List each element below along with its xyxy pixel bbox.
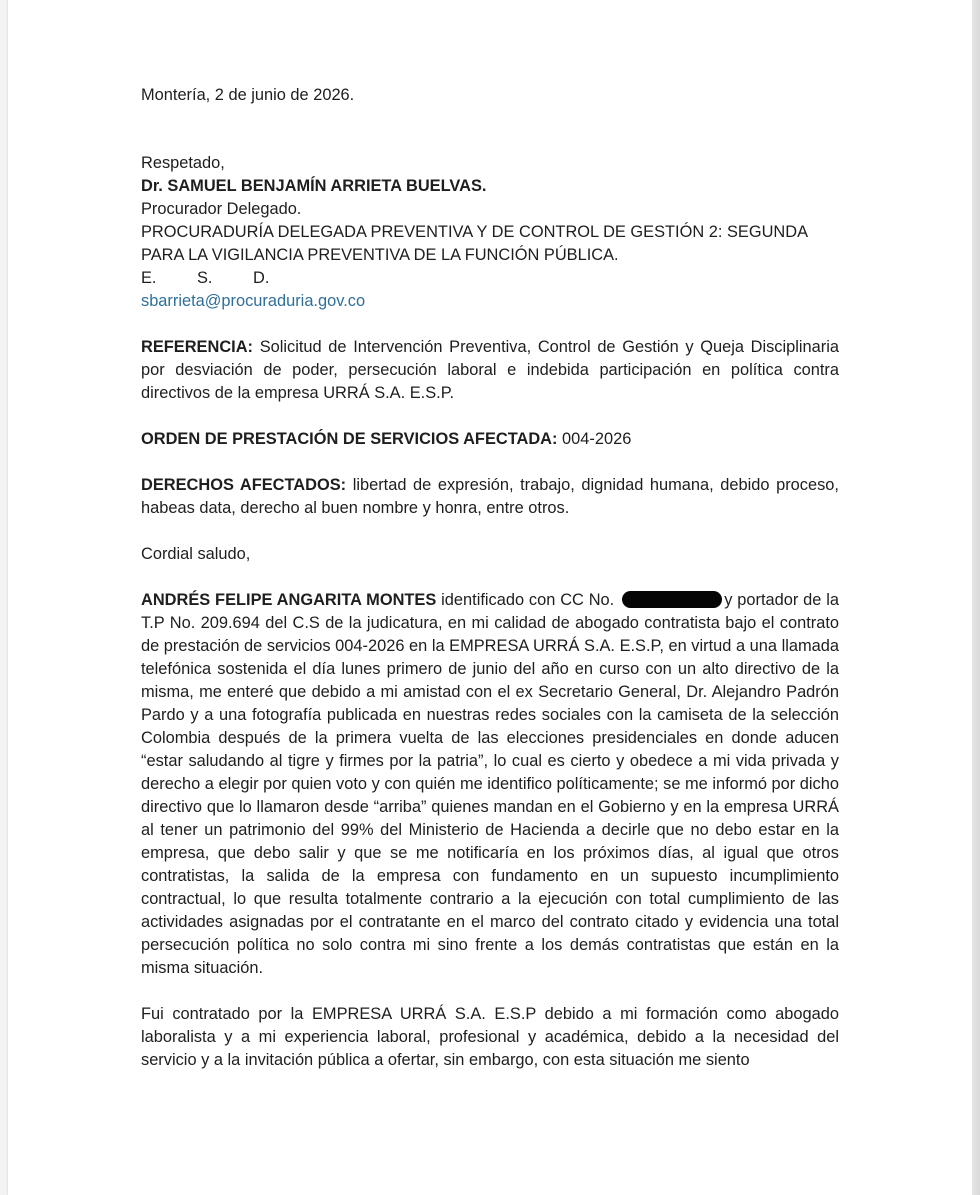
recipient-name: Dr. SAMUEL BENJAMÍN ARRIETA BUELVAS. xyxy=(141,177,487,195)
office-line-1: PROCURADURÍA DELEGADA PREVENTIVA Y DE CONTROL DE GESTIÓN 2: SEGUNDA xyxy=(141,223,809,241)
spacer xyxy=(141,980,839,1003)
esd-e: E. xyxy=(141,269,157,287)
salutation-pre: Respetado, xyxy=(141,154,225,172)
letter-page xyxy=(8,0,972,1195)
page-edge xyxy=(972,0,980,1195)
recipient-email: sbarrieta@procuraduria.gov.co xyxy=(141,292,366,310)
redaction-mark xyxy=(622,591,722,608)
spacer xyxy=(141,520,839,543)
rights-text: libertad de expresión, trabajo, dignidad humana, debido proceso, habeas data, derecho al buen nombre y honra, entre otros. xyxy=(141,476,839,517)
body-paragraph-2: Fui contratado por la EMPRESA URRÁ S.A. E.S.P debido a mi formación como abogado laboralista y a mi experiencia laboral, profesional y académica, debido a la necesidad del servicio y a la invitación pública a ofertar, sin embargo, con esta situación me siento xyxy=(141,1005,839,1069)
office-line-2: PARA LA VIGILANCIA PREVENTIVA DE LA FUNCIÓN PÚBLICA. xyxy=(141,246,619,264)
esd-line xyxy=(141,267,839,290)
order-line xyxy=(141,428,839,451)
reference-paragraph xyxy=(141,336,839,405)
sender-name: ANDRÉS FELIPE ANGARITA MONTES xyxy=(141,591,437,609)
spacer xyxy=(141,313,839,336)
spacer xyxy=(141,130,839,152)
esd-s: S. xyxy=(197,269,213,287)
date-line: Montería, 2 de junio de 2026. xyxy=(141,86,355,104)
reference-text: Solicitud de Intervención Preventiva, Control de Gestión y Queja Disciplinaria por desviación de poder, persecución laboral e indebida participación en política contra directivos de la empresa URRÁ S.A. E.S.P. xyxy=(141,338,839,402)
body1-post-redaction: y portador de la T.P No. 209.694 del C.S de la judicatura, en mi calidad de abogado contratista bajo el contrato de prestación de servicios 004-2026 en la EMPRESA URRÁ S.A. E.S.P, en virtud a una llamada telefónica sostenida el día lunes primero de junio del año en curso con un alto directivo de la misma, me enteré que debido a mi amistad con el ex Secretario General, Dr. Alejandro Padrón Pardo y a una fotografía publicada en nuestras redes sociales con la camiseta de la selección Colombia después de la primera vuelta de las elecciones presidenciales en donde aducen “estar saludando al tigre y firmes por la patria”, lo cual es cierto y obedece a mi vida privada y derecho a elegir por quien voto y con quién me identifico políticamente; se me informó por dicho directivo que lo llamaron desde “arriba” quienes mandan en el Gobierno y en la empresa URRÁ al tener un patrimonio del 99% del Ministerio de Hacienda a decirle que no debo estar en la empresa, que debo salir y que se me notificaría en los próximos días, al igual que otros contratistas, la salida de la empresa con fundamento en un supuesto incumplimiento contractual, lo que resulta totalmente contrario a la ejecución con total cumplimiento de las actividades asignadas por el contratante en el marco del contrato citado y evidencia una total persecución política no solo contra mi sino frente a los demás contratistas que están en la misma situación. xyxy=(141,591,839,977)
spacer xyxy=(141,566,839,589)
spacer xyxy=(141,405,839,428)
spacer xyxy=(141,107,839,130)
letter-content xyxy=(141,84,839,1072)
body-paragraph-1 xyxy=(141,589,839,980)
esd-d: D. xyxy=(253,269,270,287)
reference-label: REFERENCIA: xyxy=(141,338,254,356)
rights-label: DERECHOS AFECTADOS: xyxy=(141,476,347,494)
recipient-role: Procurador Delegado. xyxy=(141,200,302,218)
order-label: ORDEN DE PRESTACIÓN DE SERVICIOS AFECTADA: xyxy=(141,430,558,448)
order-value: 004-2026 xyxy=(562,430,632,448)
spacer xyxy=(141,451,839,474)
rights-paragraph xyxy=(141,474,839,520)
greeting: Cordial saludo, xyxy=(141,545,251,563)
body1-pre-redaction: identificado con CC No. xyxy=(441,591,615,609)
